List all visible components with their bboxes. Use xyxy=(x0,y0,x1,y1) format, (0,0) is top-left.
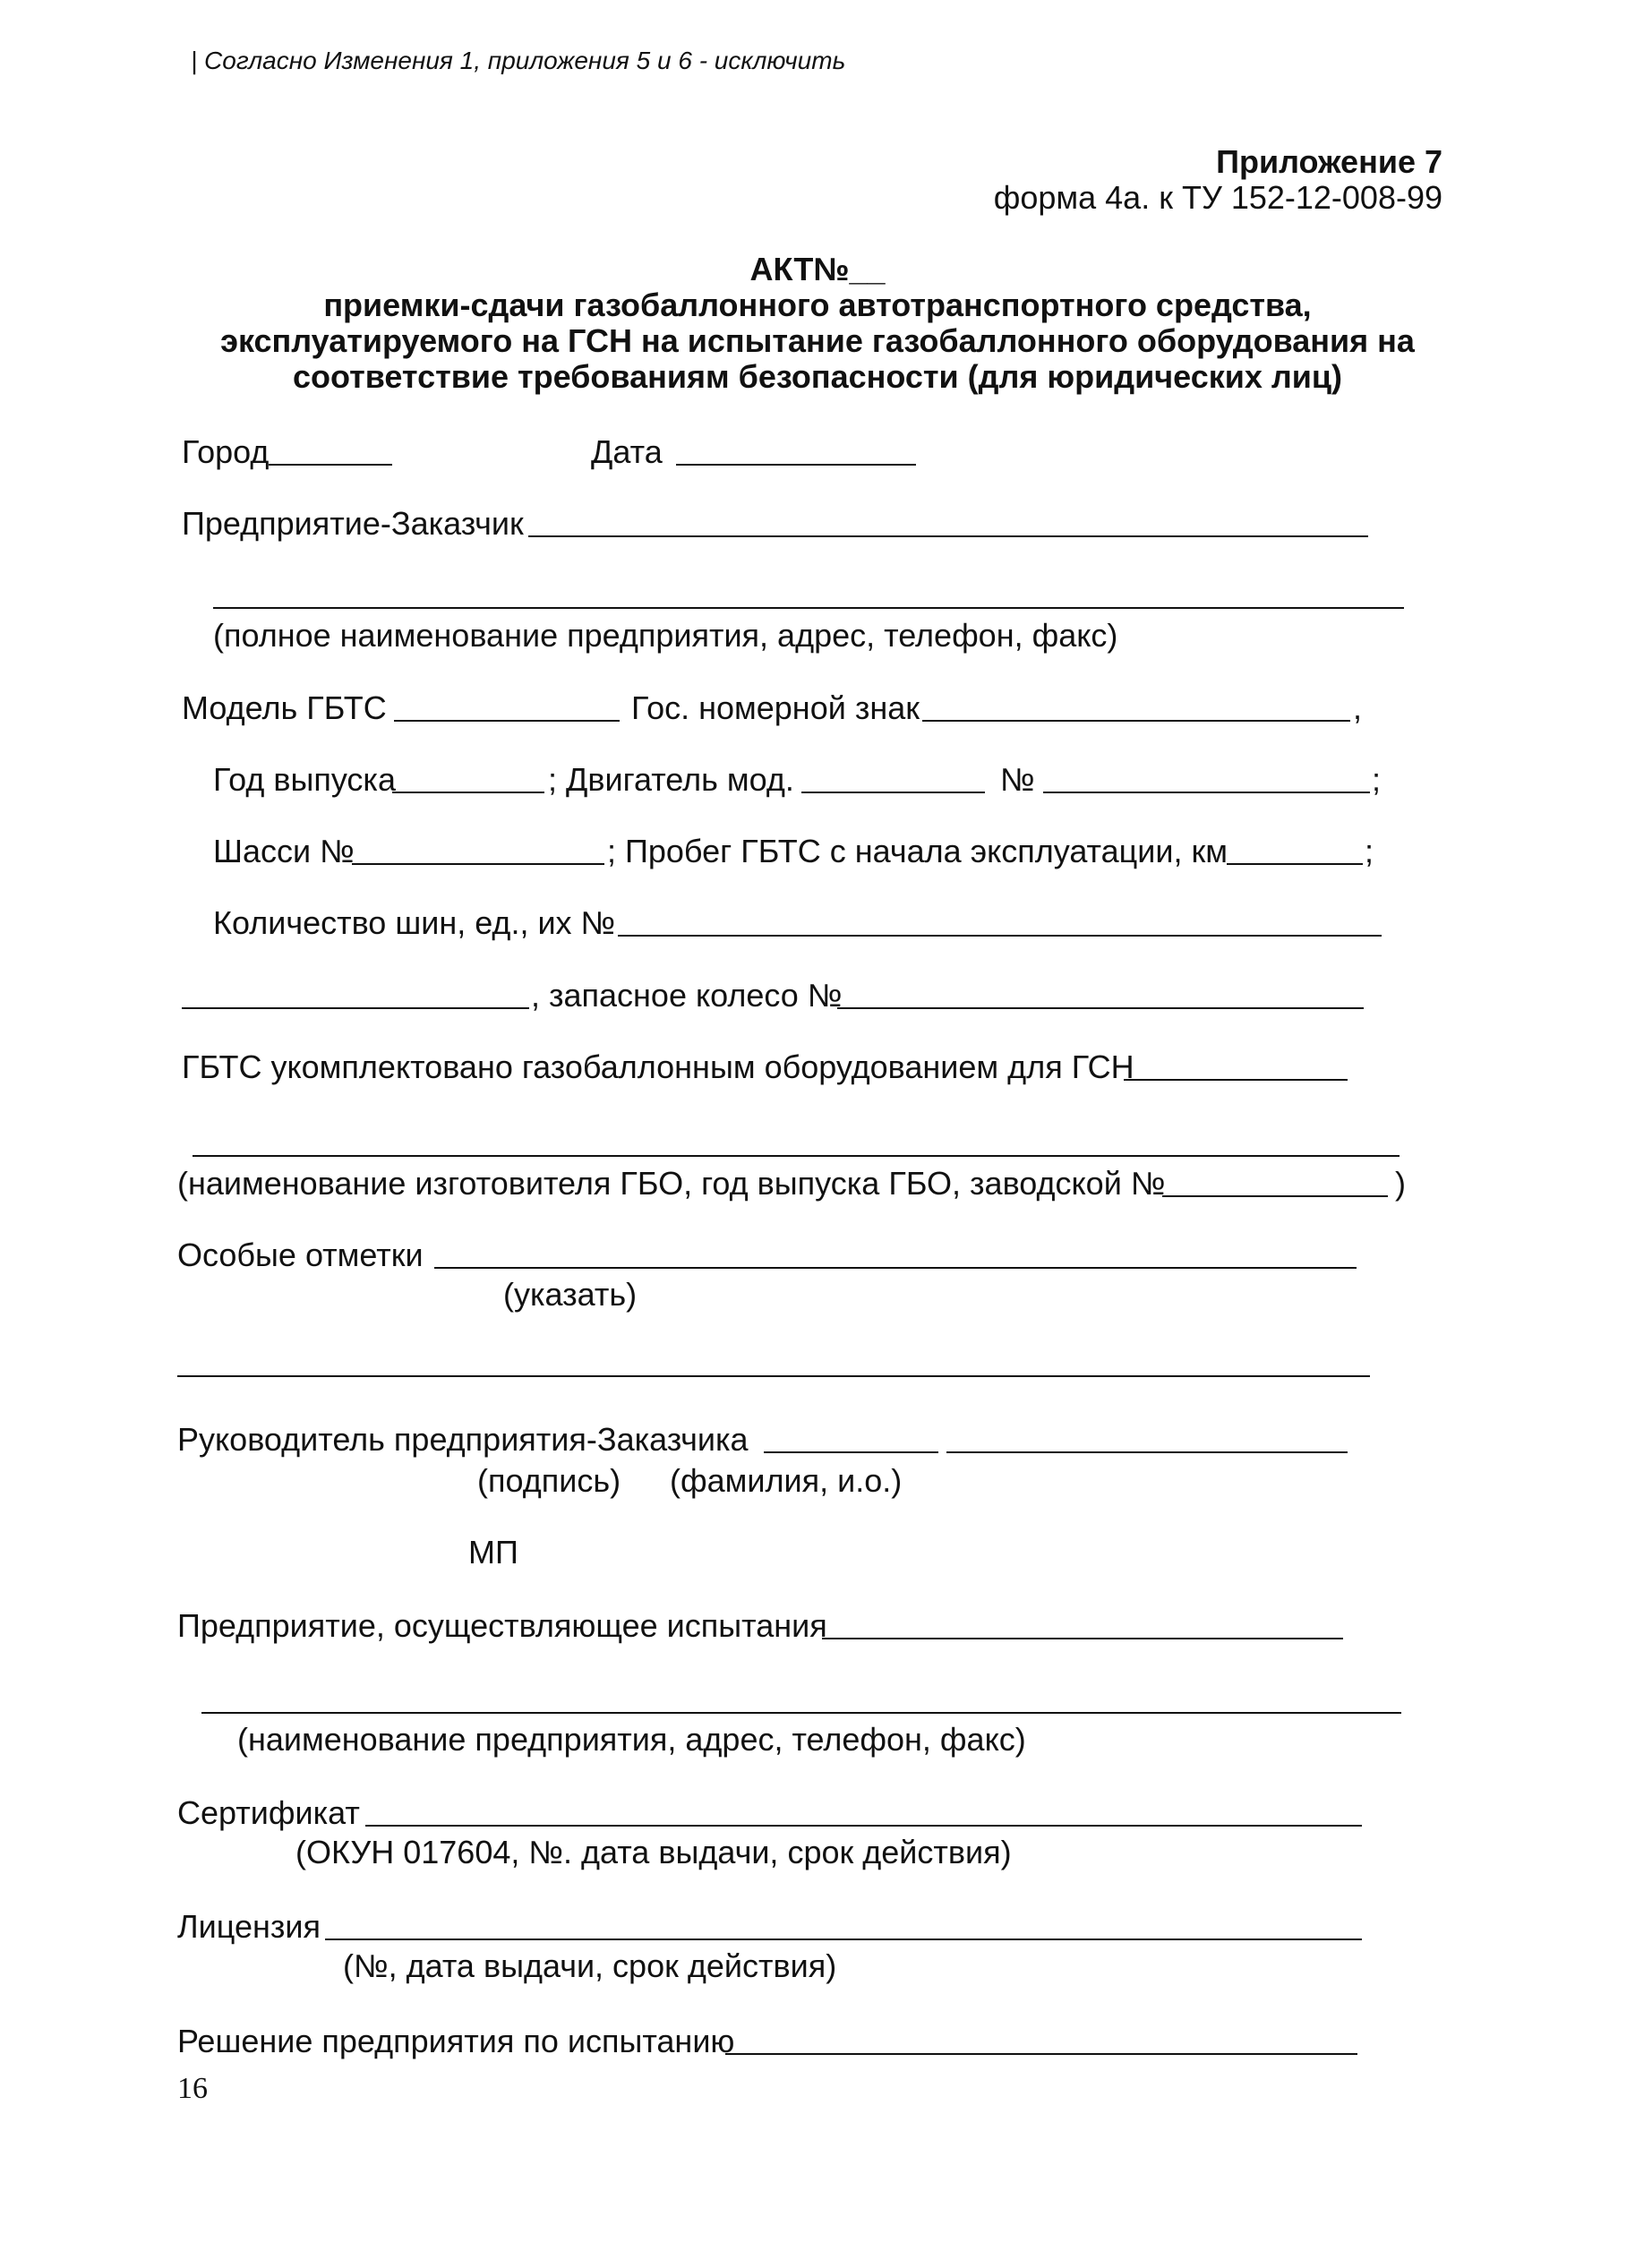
maker-hint: (наименование изготовителя ГБО, год выпуска ГБО, заводской № xyxy=(177,1165,1166,1202)
tires-label: Количество шин, ед., их № xyxy=(213,904,616,941)
signature-field[interactable] xyxy=(764,1451,938,1453)
amendment-note: | Согласно Изменения 1, приложения 5 и 6 - исключить xyxy=(191,47,846,74)
customer-field[interactable] xyxy=(528,535,1368,537)
engine-number-field[interactable] xyxy=(1043,792,1370,793)
equipment-field-line-2[interactable] xyxy=(193,1155,1400,1157)
tires-field[interactable] xyxy=(618,935,1382,937)
mileage-field[interactable] xyxy=(1227,863,1363,865)
tester-hint: (наименование предприятия, адрес, телефон, факс) xyxy=(237,1721,1026,1758)
engine-semicolon: ; xyxy=(1372,761,1382,798)
plate-comma: , xyxy=(1353,689,1363,726)
customer-head-label: Руководитель предприятия-Заказчика xyxy=(177,1421,749,1458)
license-hint: (№, дата выдачи, срок действия) xyxy=(343,1947,837,1984)
act-title: АКТ№__ xyxy=(749,251,886,287)
engine-model-field[interactable] xyxy=(801,792,985,793)
year-field[interactable] xyxy=(392,792,544,793)
tester-field[interactable] xyxy=(822,1638,1343,1639)
special-notes-field-line-2[interactable] xyxy=(177,1375,1370,1377)
appendix-title: Приложение 7 xyxy=(1216,143,1442,180)
act-title-line-1: приемки-сдачи газобаллонного автотранспортного средства, xyxy=(323,287,1312,323)
appendix-subtitle: форма 4а. к ТУ 152-12-008-99 xyxy=(993,179,1442,216)
certificate-hint: (ОКУН 017604, №. дата выдачи, срок действия) xyxy=(295,1834,1012,1870)
certificate-field[interactable] xyxy=(365,1825,1362,1827)
model-label: Модель ГБТС xyxy=(182,689,387,726)
mileage-label: ; Пробег ГБТС с начала эксплуатации, км xyxy=(607,833,1228,869)
mileage-semicolon: ; xyxy=(1365,833,1374,869)
special-notes-hint: (указать) xyxy=(503,1276,638,1313)
customer-label: Предприятие-Заказчик xyxy=(182,505,524,542)
chassis-label: Шасси № xyxy=(213,833,355,869)
spare-wheel-field[interactable] xyxy=(837,1007,1364,1009)
maker-hint-close: ) xyxy=(1395,1165,1406,1202)
plate-label: Гос. номерной знак xyxy=(631,689,920,726)
city-label: Город xyxy=(182,433,270,470)
year-label: Год выпуска xyxy=(213,761,396,798)
serial-number-field[interactable] xyxy=(1162,1195,1388,1197)
license-label: Лицензия xyxy=(177,1908,321,1945)
page-number: 16 xyxy=(177,2072,208,2105)
spare-label: , запасное колесо № xyxy=(531,977,843,1014)
signature-hint: (подпись) xyxy=(477,1462,621,1499)
equipment-field[interactable] xyxy=(1124,1079,1348,1081)
special-notes-label: Особые отметки xyxy=(177,1237,424,1273)
city-field[interactable] xyxy=(269,464,392,466)
customer-hint: (полное наименование предприятия, адрес, телефон, факс) xyxy=(213,617,1118,654)
full-name-hint: (фамилия, и.о.) xyxy=(670,1462,903,1499)
decision-field[interactable] xyxy=(725,2053,1357,2055)
engine-number-sign: № xyxy=(1000,761,1035,798)
license-field[interactable] xyxy=(325,1938,1362,1940)
certificate-label: Сертификат xyxy=(177,1794,360,1831)
tester-label: Предприятие, осуществляющее испытания xyxy=(177,1607,827,1644)
special-notes-field[interactable] xyxy=(434,1267,1357,1269)
plate-field[interactable] xyxy=(922,720,1350,722)
engine-label: ; Двигатель мод. xyxy=(548,761,794,798)
date-field[interactable] xyxy=(676,464,916,466)
chassis-field[interactable] xyxy=(352,863,604,865)
model-field[interactable] xyxy=(394,720,620,722)
decision-label: Решение предприятия по испытанию xyxy=(177,2023,735,2059)
stamp-label: МП xyxy=(468,1534,518,1570)
tester-field-line-2[interactable] xyxy=(201,1712,1401,1714)
customer-field-line-2[interactable] xyxy=(213,607,1404,609)
tires-field-line-2[interactable] xyxy=(182,1007,529,1009)
date-label: Дата xyxy=(591,433,663,470)
full-name-field[interactable] xyxy=(946,1451,1348,1453)
equipped-label: ГБТС укомплектовано газобаллонным оборудованием для ГСН xyxy=(182,1048,1134,1085)
act-title-line-3: соответствие требованиям безопасности (для юридических лиц) xyxy=(292,358,1343,395)
act-title-line-2: эксплуатируемого на ГСН на испытание газобаллонного оборудования на xyxy=(220,322,1415,359)
